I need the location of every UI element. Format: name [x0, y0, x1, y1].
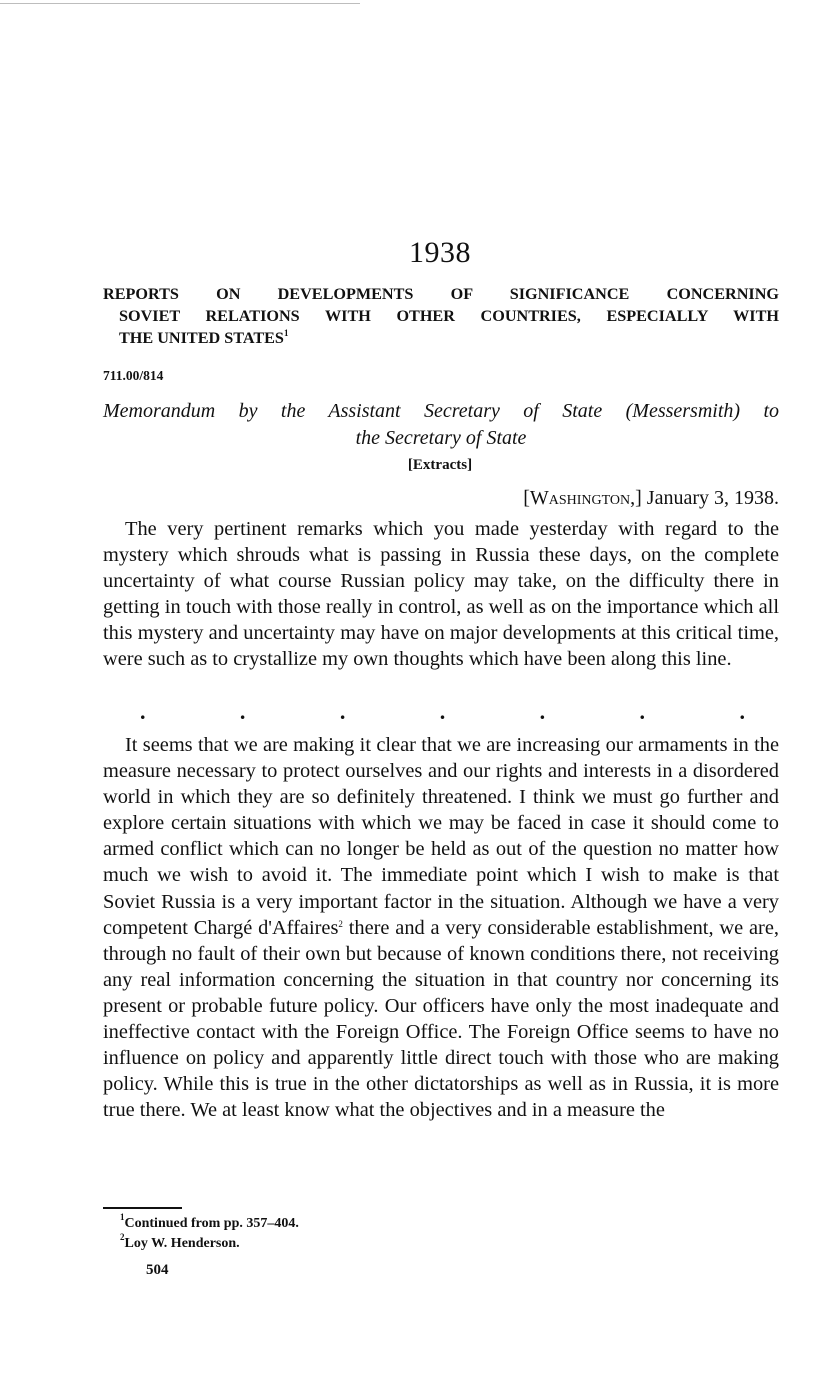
- ellipsis-dot: .: [140, 699, 146, 724]
- memo-title-line-1: Memorandum by the Assistant Secretary of State (Messersmith) to: [103, 400, 779, 422]
- scan-top-edge-line: [0, 3, 360, 4]
- year-heading: 1938: [409, 236, 471, 269]
- dateline: [400, 487, 779, 510]
- dateline-date: January 3, 1938.: [646, 487, 779, 509]
- ellipsis-dot: .: [439, 699, 446, 724]
- footnote-1-mark: 1: [120, 1212, 125, 1222]
- section-heading-line-3-text: THE UNITED STATES: [119, 329, 284, 347]
- footnote-2-text: Loy W. Henderson.: [124, 1236, 240, 1251]
- section-heading-line-2: SOVIET RELATIONS WITH OTHER COUNTRIES, ESPECIALLY WITH: [119, 307, 779, 325]
- footnote-2-mark: 2: [120, 1232, 125, 1242]
- footnote-1-text: Continued from pp. 357–404.: [124, 1216, 299, 1231]
- section-heading-line-3: [103, 327, 779, 349]
- ellipsis-dot: .: [539, 699, 546, 724]
- paragraph-2-part-1: It seems that we are making it clear that we are increasing our armaments in the measure necessary to protect ourselves and our rights and interests in a disordered world in which they are so definitely threatened. I think we must go further and explore certain situations with which we may be faced in case it should come to armed conflict which can no longer be held as out of the question no matter how much we wish to avoid it. The immediate point which I wish to make is that Soviet Russia is a very important factor in the situation. Although we have a very competent Chargé d'Affaires: [103, 734, 779, 939]
- footnote-ref-1: 1: [283, 328, 289, 338]
- footnote-ref-2: 2: [338, 918, 343, 929]
- footnote-rule: [103, 1207, 182, 1209]
- file-number: 711.00/814: [103, 368, 164, 383]
- ellipsis-dot: .: [239, 699, 246, 724]
- dateline-place: [Washington,]: [523, 487, 642, 509]
- paragraph-1: The very pertinent remarks which you made yesterday with regard to the mystery which shrouds what is passing in Russia these days, on the complete uncertainty of what course Russian policy may take, on the difficulty there in getting in touch with those really in control, as well as on the importance which all this mystery and uncertainty may have on major developments at this critical time, were such as to crystallize my own thoughts which have been along this line.: [103, 518, 779, 671]
- ellipsis-dot: .: [339, 699, 346, 724]
- extracts-label: [Extracts]: [407, 457, 473, 473]
- section-heading-line-1: REPORTS ON DEVELOPMENTS OF SIGNIFICANCE CONCERNING: [103, 285, 779, 303]
- ellipsis-separator: [140, 699, 745, 724]
- ellipsis-dot: .: [739, 699, 745, 724]
- footnote-1: [120, 1212, 299, 1232]
- section-heading: [103, 283, 779, 349]
- memo-title-line-2: the Secretary of State: [355, 427, 527, 449]
- page-number: 504: [146, 1262, 169, 1278]
- paragraph-2-part-2: there and a very considerable establishment, we are, through no fault of their own but because of known conditions there, not receiving any real information concerning the situation in that country nor concerning its present or probable future policy. Our officers have only the most inadequate and ineffective contact with the Foreign Office. The Foreign Office seems to have no influence on policy and apparently little direct touch with those who are making policy. While this is true in the other dictatorships as well as in Russia, it is more true there. We at least know what the objectives and in a measure the: [103, 916, 779, 1122]
- ellipsis-dot: .: [639, 699, 646, 724]
- paragraph-2: [103, 732, 779, 1123]
- footnote-2: [120, 1232, 240, 1252]
- memo-title: [103, 398, 779, 452]
